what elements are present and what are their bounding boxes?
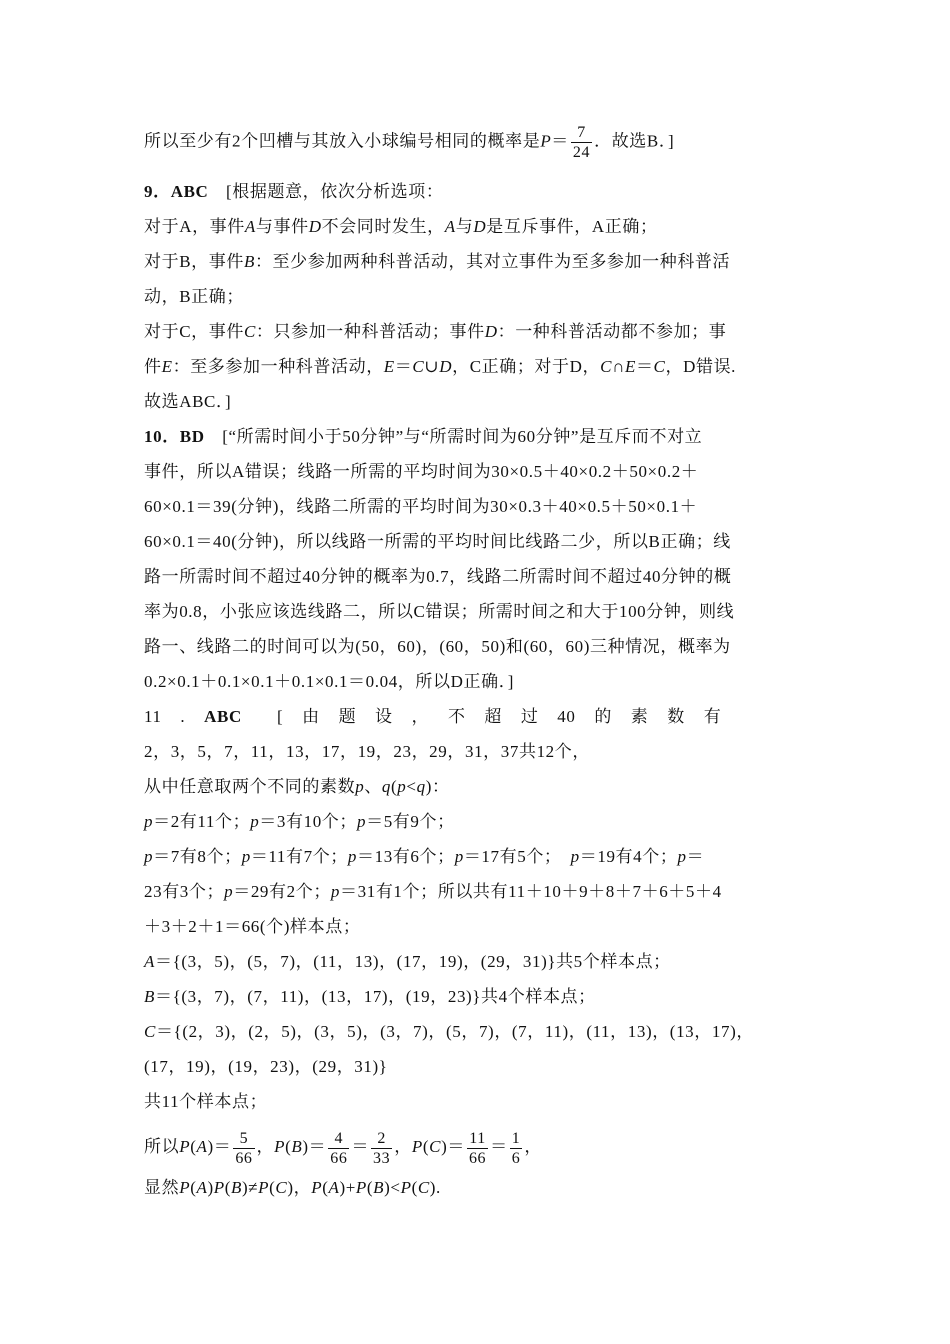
text-line: 对于A，事件A与事件D不会同时发生，A与D是互斥事件，A正确；: [144, 217, 658, 236]
text-line: ＋3＋2＋1＝66(个)样本点；: [144, 917, 361, 936]
text-line: 所以至少有2个凹槽与其放入小球编号相同的概率是P＝ $\frac{7}{24}$ ．故选B．]: [144, 124, 675, 161]
text-line: 10．BD [“所需时间小于50分钟”与“所需时间为60分钟”是互斥而不对立: [144, 427, 703, 446]
text-line: 0.2×0.1＋0.1×0.1＋0.1×0.1＝0.04，所以D正确．]: [144, 672, 515, 691]
fraction: $\frac{7}{24}$: [572, 124, 591, 161]
fraction: $\frac{2}{33}$: [373, 1129, 391, 1167]
text-line: 显然P(A)P(B)≠P(C)，P(A)+P(B)<P(C).: [144, 1178, 441, 1197]
text-line: 对于C，事件C：只参加一种科普活动；事件D：一种科普活动都不参加；事: [144, 322, 727, 341]
text-line: 故选ABC．]: [144, 392, 232, 411]
text-line: 9．ABC [根据题意，依次分析选项：: [144, 182, 444, 201]
fraction: $\frac{4}{66}$: [330, 1129, 348, 1167]
text-line: B＝{(3，7)，(7，11)，(13，17)，(19，23)}共4个样本点；: [144, 987, 596, 1006]
fraction: $\frac{1}{6}$: [511, 1129, 521, 1167]
text-line: 路一、线路二的时间可以为(50，60)，(60，50)和(60，60)三种情况，概率为: [144, 637, 731, 656]
text-line: 所以P(A)＝ $\frac{5}{66}$ ，P(B)＝ $\frac{4}{66}$ ＝ $\frac{2}{33}$ ，P(C)＝ $\frac{11}{66}$ ＝ $\frac{1}{6}$ ，: [144, 1129, 542, 1167]
text-line: 共11个样本点；: [144, 1092, 268, 1111]
text-line: 11 . ABC [ 由 题 设 ， 不 超 过 40 的 素 数 有: [144, 707, 722, 726]
text-line: 60×0.1＝40(分钟)，所以线路一所需的平均时间比线路二少，所以B正确；线: [144, 532, 731, 551]
text-line: 事件，所以A错误；线路一所需的平均时间为30×0.5＋40×0.2＋50×0.2＋: [144, 462, 699, 481]
text-line: 路一所需时间不超过40分钟的概率为0.7，线路二所需时间不超过40分钟的概: [144, 567, 732, 586]
fraction: $\frac{5}{66}$: [235, 1129, 253, 1167]
text-line: 对于B，事件B：至少参加两种科普活动，其对立事件为至多参加一种科普活: [144, 252, 731, 271]
text-line: 动，B正确；: [144, 287, 244, 306]
text-line: p＝2有11个；p＝3有10个；p＝5有9个；: [144, 812, 455, 831]
text-line: 从中任意取两个不同的素数p、q(p<q)：: [144, 777, 450, 796]
text-line: 件E：至多参加一种科普活动，E＝C∪D，C正确；对于D，C∩E＝C，D错误.: [144, 357, 737, 376]
text-line: 23有3个；p＝29有2个；p＝31有1个；所以共有11＋10＋9＋8＋7＋6＋5＋4: [144, 882, 722, 901]
fraction: $\frac{11}{66}$: [468, 1129, 487, 1167]
text-line: p＝7有8个；p＝11有7个；p＝13有6个；p＝17有5个； p＝19有4个；p＝: [144, 847, 705, 866]
text-line: 60×0.1＝39(分钟)，线路二所需的平均时间为30×0.3＋40×0.5＋50×0.1＋: [144, 497, 698, 516]
text-line: 率为0.8，小张应该选线路二，所以C错误；所需时间之和大于100分钟，则线: [144, 602, 735, 621]
text-line: 2，3，5，7，11，13，17，19，23，29，31，37共12个，: [144, 742, 590, 761]
text-line: (17，19)，(19，23)，(29，31)}: [144, 1057, 388, 1076]
text-line: A＝{(3，5)，(5，7)，(11，13)，(17，19)，(29，31)}共5个样本点；: [144, 952, 671, 971]
text-line: C＝{(2，3)，(2，5)，(3，5)，(3，7)，(5，7)，(7，11)，(11，13)，(13，17)，: [144, 1022, 754, 1041]
